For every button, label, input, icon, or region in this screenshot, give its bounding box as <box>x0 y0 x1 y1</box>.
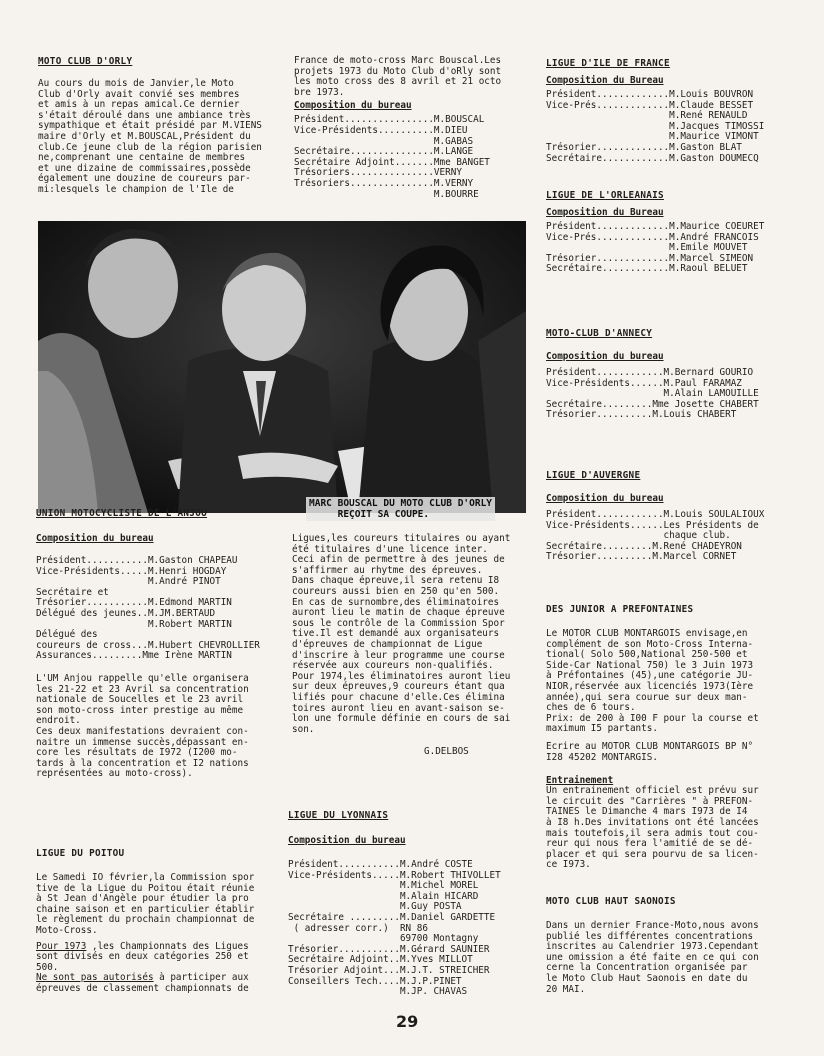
article-lyonnais <box>288 810 538 998</box>
orly-bureau-title: Composition du bureau <box>294 100 412 112</box>
ligues-signature: G.DELBOS <box>424 746 469 758</box>
prefontaines-title: DES JUNIOR A PREFONTAINES <box>546 604 694 615</box>
poitou-body: Le Samedi IO février,la Commission spor tive de la Ligue du Poitou était réunie à St Jean d'Angèle pour étudier la pro chaine saison et en particulier établir le règlement du prochain championnat de Moto-Cross. <box>36 872 255 936</box>
article-orleanais <box>546 190 796 275</box>
article-ile-de-france <box>546 58 796 164</box>
haut-saonois-title: MOTO CLUB HAUT SAONOIS <box>546 896 676 907</box>
article-haut-saonois <box>546 896 796 995</box>
annecy-bureau-title: Composition du bureau <box>546 351 664 362</box>
poitou-line2: à participer aux épreuves de classement championnats de <box>36 972 249 994</box>
orly-bureau: Président................M.BOUSCAL Vice-Présidents..........M.DIEU M.GABAS Secrétaire...............M.LANGE Secrétaire Adjoint.......Mme BANGET Trésoriers...............VERNY Trésoriers...............M.VERNY M.BOURRE <box>294 114 490 200</box>
annecy-bureau: Président............M.Bernard GOURIO Vice-Présidents......M.Paul FARAMAZ M.Alain LAMOUILLE Secrétaire.........Mme Josette CHABERT Trésorier..........M.Louis CHABERT <box>546 367 759 421</box>
article-orly-cont <box>294 56 524 200</box>
haut-saonois-body: Dans un dernier France-Moto,nous avons publié les différentes concentrations inscrites au Calendrier 1973.Cependant une omission a été faite en ce qui con cerne la Concentration organisée par le Moto Club Haut Saonois en date du 20 MAI. <box>546 920 759 995</box>
auvergne-bureau-title: Composition du bureau <box>546 493 664 504</box>
photo-caption: MARC BOUSCAL DU MOTO CLUB D'ORLY REÇOIT SA COUPE. <box>306 497 495 521</box>
article-ligues-text <box>292 534 532 758</box>
ligues-body: Ligues,les coureurs titulaires ou ayant été titulaires d'une licence inter. Ceci afin de permettre à des jeunes de s'affirmer au rhytme des épreuves. Dans chaque épreuve,il sera retenu I8 coureurs aussi bien en 250 qu'en 500. En cas de surnombre,des éliminatoires auront lieu le matin de chaque épreuve sous le contrôle de la Commission Spor tive.Il est demandé aux organisateurs d'épreuves de championnat de Ligue d'inscrire à leur programme une course réservée aux coureurs non-qualifiés. Pour 1974,les éliminatoires auront lieu sur deux épreuves,9 coureurs étant qua lifiés pour chacune d'elle.Ces élimina toires auront lieu en avant-saison se- lon une formule définie en cours de sai son. <box>292 533 511 735</box>
anjou-body: L'UM Anjou rappelle qu'elle organisera les 21-22 et 23 Avril sa concentration nationale de Soucelles et le 23 avril son moto-cross inter prestige au même endroit. Ces deux manifestations devraient con- naitre un immense succès,dépassant en- core les résultats de I972 (I200 mo- tards à la concentration et I2 nations représentées au moto-cross). <box>36 672 249 780</box>
orly-body-cont: France de moto-cross Marc Bouscal.Les projets 1973 du Moto Club d'oRly sont les moto cross des 8 avril et 21 octo bre 1973. <box>294 55 502 98</box>
prefontaines-address: Ecrire au MOTOR CLUB MONTARGOIS BP N° I28 45202 MONTARGIS. <box>546 740 754 763</box>
lyonnais-bureau: Président...........M.André COSTE Vice-Présidents.....M.Robert THIVOLLET M.Michel MOREL M.Alain HICARD M.Guy POSTA Secrétaire .........M.Daniel GARDETTE ( adresser corr.) RN 86 69700 Montagny Trésorier...........M.Gérard SAUNIER Secrétaire Adjoint..M.Yves MILLOT Trésorier Adjoint...M.J.T. STREICHER Conseillers Tech....M.J.P.PINET M.JP. CHAVAS <box>288 859 501 998</box>
idf-bureau: Président.............M.Louis BOUVRON Vice-Prés.............M.Claude BESSET M.René RENAULD M.Jacques TIMOSSI M.Maurice VIMONT Trésorier.............M.Gaston BLAT Secrétaire............M.Gaston DOUMECQ <box>546 89 765 164</box>
article-poitou <box>36 848 286 995</box>
photo-illustration <box>38 221 526 513</box>
orleanais-bureau: Président.............M.Maurice COEURET Vice-Prés.............M.André FRANCOIS M.Emile MOUVET Trésorier.............M.Marcel SIMEON Secrétaire............M.Raoul BELUET <box>546 221 765 275</box>
lyonnais-title: LIGUE DU LYONNAIS <box>288 810 389 821</box>
poitou-line1: ,les Championnats des Ligues sont divisés en deux catégories 250 et 500. <box>36 940 249 973</box>
anjou-bureau-title: Composition du bureau <box>36 533 154 544</box>
idf-title: LIGUE D'ILE DE FRANCE <box>546 58 670 69</box>
orleanais-title: LIGUE DE L'ORLEANAIS <box>546 190 664 201</box>
article-anjou <box>36 508 286 780</box>
lyonnais-bureau-title: Composition du bureau <box>288 835 406 846</box>
auvergne-bureau: Président............M.Louis SOULALIOUX Vice-Présidents......Les Présidents de chaque club. Secrétaire.........M.René CHADEYRON Trésorier..........M.Marcel CORNET <box>546 509 765 563</box>
poitou-title: LIGUE DU POITOU <box>36 848 125 859</box>
poitou-para-1 <box>36 942 286 974</box>
article-prefontaines <box>546 604 796 871</box>
orly-body: Au cours du mois de Janvier,le Moto Club d'Orly avait convié ses membres et amis à un repas amical.Ce dernier s'était déroulé dans une ambiance très sympathique et était présidé par M.VIENS maire d'Orly et M.BOUSCAL,Président du club.Ce jeune club de la région parisien ne,comprenant une centaine de membres et une dizaine de commissaires,possède également une douzine de coureurs par- mi:lesquels le champion de l'Ile de <box>38 78 262 195</box>
anjou-title: UNION MOTOCYCLISTE DE L'ANJOU <box>36 508 208 519</box>
prefontaines-training-title: Entrainement <box>546 775 614 787</box>
poitou-para-2 <box>36 973 286 994</box>
annecy-title: MOTO-CLUB D'ANNECY <box>546 328 653 339</box>
orleanais-bureau-title: Composition du Bureau <box>546 207 664 218</box>
article-orly <box>38 56 278 196</box>
article-annecy <box>546 328 796 421</box>
prefontaines-training: Un entrainement officiel est prévu sur le circuit des "Carrières " à PREFON- TAINES le Dimanche 4 mars I973 de I4 à I8 h.Des invitations ont été lancées mais toutefois,il sera admis tout cou- reur qui nous fera l'amitié de se dé- placer et qui sera pourvu de sa licen- ce I973. <box>546 785 759 871</box>
auvergne-title: LIGUE D'AUVERGNE <box>546 470 641 481</box>
idf-bureau-title: Composition du Bureau <box>546 75 664 86</box>
anjou-bureau: Président...........M.Gaston CHAPEAU Vice-Présidents.....M.Henri HOGDAY M.André PINOT Secrétaire et Trésorier...........M.Edmond MARTIN Délégué des jeunes..M.JM.BERTAUD M.Robert MARTIN Délégué des coureurs de cross...M.Hubert CHEVROLLIER Assurances.........Mme Irène MARTIN <box>36 555 260 662</box>
page-number: 29 <box>396 1012 419 1031</box>
article-auvergne <box>546 470 796 563</box>
prefontaines-body: Le MOTOR CLUB MONTARGOIS envisage,en complément de son Moto-Cross Interna- tional( Solo 500,National 250-500 et Side-Car National 750) le 3 Juin 1973 à Préfontaines (45),une catégorie JU- NIOR,réservée aux licenciés 1973(Ière année),qui sera courue sur deux man- ches de 6 tours. Prix: de 200 à I00 F pour la course et maximum I5 partants. <box>546 628 759 735</box>
poitou-line1-underlined: Pour 1973 <box>36 940 87 952</box>
poitou-line2-underlined: Ne sont pas autorisés <box>36 972 154 984</box>
orly-title: MOTO CLUB D'ORLY <box>38 56 133 67</box>
